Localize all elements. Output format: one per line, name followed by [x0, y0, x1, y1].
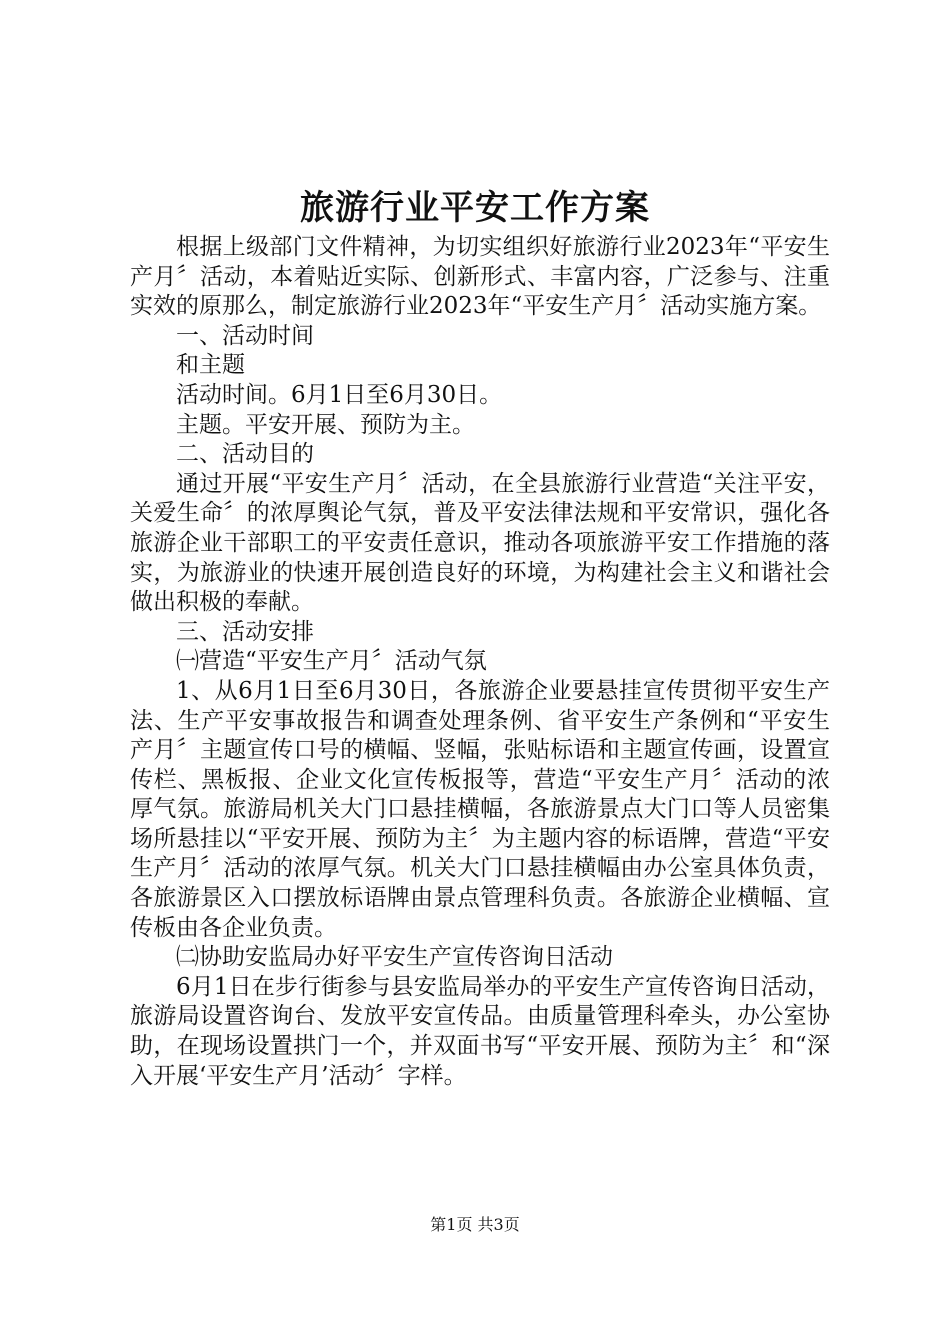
intro-paragraph: 根据上级部门文件精神，为切实组织好旅游行业2023年“平安生产月〞活动，本着贴近实际、创新形式、丰富内容，广泛参与、注重实效的原那么，制定旅游行业2023年“平安生产月〞活动实施方案。	[130, 234, 830, 320]
subsection-heading-atmosphere: ㈠营造“平安生产月〞活动气氛	[176, 648, 487, 675]
section-heading-time: 一、活动时间	[176, 322, 314, 349]
page-number: 第1页 共3页	[430, 1215, 520, 1234]
document-body	[130, 233, 830, 1091]
activity-time-line: 活动时间。6月1日至6月30日。	[176, 381, 503, 408]
section-heading-arrangement: 三、活动安排	[176, 618, 314, 645]
document-title: 旅游行业平安工作方案	[300, 188, 650, 228]
theme-line: 主题。平安开展、预防为主。	[176, 411, 475, 438]
subsection-heading-consultation: ㈡协助安监局办好平安生产宣传咨询日活动	[176, 944, 613, 971]
consultation-paragraph: 6月1日在步行街参与县安监局举办的平安生产宣传咨询日活动，旅游局设置咨询台、发放平安宣传品。由质量管理科牵头，办公室协助，在现场设置拱门一个，并双面书写“平安开展、预防为主〞和“深入开展‘平安生产月’活动〞字样。	[130, 973, 830, 1089]
section-heading-purpose: 二、活动目的	[176, 441, 314, 468]
purpose-paragraph: 通过开展“平安生产月〞活动，在全县旅游行业营造“关注平安，关爱生命〞的浓厚舆论气氛，普及平安法律法规和平安常识，强化各旅游企业干部职工的平安责任意识，推动各项旅游平安工作措施的落实，为旅游业的快速开展创造良好的环境，为构建社会主义和谐社会做出积极的奉献。	[130, 470, 830, 616]
section-heading-time-continued: 和主题	[176, 352, 245, 379]
atmosphere-paragraph: 1、从6月1日至6月30日，各旅游企业要悬挂宣传贯彻平安生产法、生产平安事故报告和调查处理条例、省平安生产条例和“平安生产月〞主题宣传口号的横幅、竖幅，张贴标语和主题宣传画，设置宣传栏、黑板报、企业文化宣传板报等，营造“平安生产月〞活动的浓厚气氛。旅游局机关大门口悬挂横幅，各旅游景点大门口等人员密集场所悬挂以“平安开展、预防为主〞为主题内容的标语牌，营造“平安生产月〞活动的浓厚气氛。机关大门口悬挂横幅由办公室具体负责，各旅游景区入口摆放标语牌由景点管理科负责。各旅游企业横幅、宣传板由各企业负责。	[130, 677, 830, 941]
